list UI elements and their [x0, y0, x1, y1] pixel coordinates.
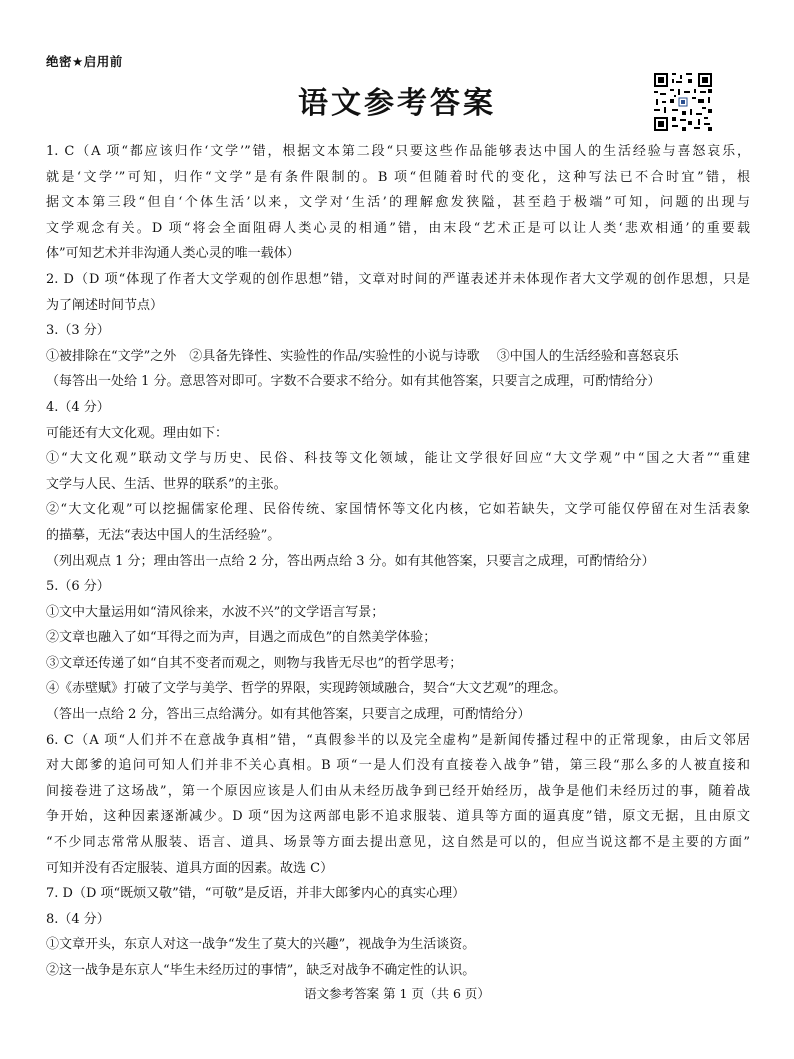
text-line: ②文章也融入了如“耳得之而为声，目遇之而成色”的自然美学体验； [46, 630, 437, 646]
text-line: 可能还有大文化观。理由如下： [46, 425, 229, 441]
qr-code-icon [654, 73, 712, 131]
text-line: ④《赤壁赋》打破了文学与美学、哲学的界限，实现跨领域融合，契合“大文艺观”的理念。 [46, 681, 567, 697]
text-line: 2. D（D 项“体现了作者大文学观的创作思想”错，文章对时间的严谨表述并未体现作者大文学观的创作思想，只是 [46, 271, 750, 287]
text-line: （每答出一处给 1 分。意思答对即可。字数不合要求不给分。如有其他答案，只要言之成理，可酌情给分） [46, 374, 661, 390]
text-line: 6. C（A 项“人们并不在意战争真相”错，“真假参半的以及完全虚构”是新闻传播过程中的正常现象，由后文邻居 [46, 732, 750, 748]
text-line: 5.（6 分） [46, 579, 110, 595]
text-line: 为了阐述时间节点） [46, 297, 164, 313]
text-line: ②这一战争是东京人“毕生未经历过的事情”，缺乏对战争不确定性的认识。 [46, 963, 476, 978]
text-line: ①“大文化观”联动文学与历史、民俗、科技等文化领域，能让文学很好回应“大文学观”中“国之大者”“重建 [46, 451, 750, 467]
text-line: “不少同志常常从服装、语言、道具、场景等方面去提出意见，这自然是可以的，但应当说这都不是主要的方面” [46, 835, 750, 851]
text-line: ②“大文化观”可以挖掘儒家伦理、民俗传统、家国情怀等文化内核，它如若缺失，文学可能仅停留在对生活表象 [46, 502, 750, 518]
text-line: 对大郎爹的追问可知人们并非不关心真相。B 项“一是人们没有直接卷入战争”错，第三段“那么多的人被直接和 [46, 758, 750, 774]
text-line: 的描摹，无法“表达中国人的生活经验”。 [46, 527, 281, 543]
text-line: 争开始，这种因素逐渐减少。D 项“因为这两部电影不追求服装、道具等方面的逼真度”错，原文无据，且由原文 [46, 809, 750, 825]
text-line: 3.（3 分） [46, 323, 110, 339]
page-footer: 语文参考答案 第 1 页（共 6 页） [304, 986, 490, 1001]
text-line: 4.（4 分） [46, 399, 110, 415]
text-line: ①文章开头，东京人对这一战争“发生了莫大的兴趣”，视战争为生活谈资。 [46, 937, 476, 953]
text-line: ③文章还传递了如“自其不变者而观之，则物与我皆无尽也”的哲学思考； [46, 655, 463, 671]
text-line: 文学与人民、生活、世界的联系”的主张。 [46, 476, 287, 492]
text-line: 体”可知艺术并非沟通人类心灵的唯一载体） [46, 246, 300, 262]
answer-content [46, 139, 750, 984]
text-line: 8.（4 分） [46, 911, 110, 927]
text-line: 7. D（D 项“既烦又敬”错，“可敬”是反语，并非大郎爹内心的真实心理） [46, 886, 466, 902]
text-line: （答出一点给 2 分，答出三点给满分。如有其他答案，只要言之成理，可酌情给分） [46, 707, 531, 723]
text-line: 间接卷进了这场战”，第一个原因应该是人们由从未经历战争到已经开始经历，战争是他们未经历过的事，随着战 [46, 783, 750, 799]
text-line: ①被排除在“文学”之外 ②具备先锋性、实验性的作品/实验性的小说与诗歌 ③中国人的生活经验和喜怒哀乐 [46, 348, 679, 364]
text-line: 就是‘文学’”可知，归作“文学”是有条件限制的。B 项“但随着时代的变化，这种写法已不合时宜”错，根 [46, 169, 750, 185]
text-line: ①文中大量运用如“清风徐来，水波不兴”的文学语言写景； [46, 604, 385, 620]
text-line: 文学观念有关。D 项“将会全面阻碍人类心灵的相通”错，由末段“艺术正是可以让人类‘悲欢相通’的重要载 [46, 220, 750, 236]
confidential-mark: 绝密★启用前 [46, 54, 123, 69]
text-line: （列出观点 1 分；理由答出一点给 2 分，答出两点给 3 分。如有其他答案，只要言之成理，可酌情给分） [46, 553, 655, 569]
text-line: 据文本第三段“但自‘个体生活’以来，文学对‘生活’的理解愈发狭隘，甚至趋于极端”可知，问题的出现与 [46, 195, 750, 211]
text-line: 可知并没有否定服装、道具方面的因素。故选 C） [46, 860, 334, 876]
text-line: 1. C（A 项“都应该归作‘文学’”错，根据文本第二段“只要这些作品能够表达中国人的生活经验与喜怒哀乐， [46, 144, 750, 159]
page-title: 语文参考答案 [298, 86, 496, 121]
